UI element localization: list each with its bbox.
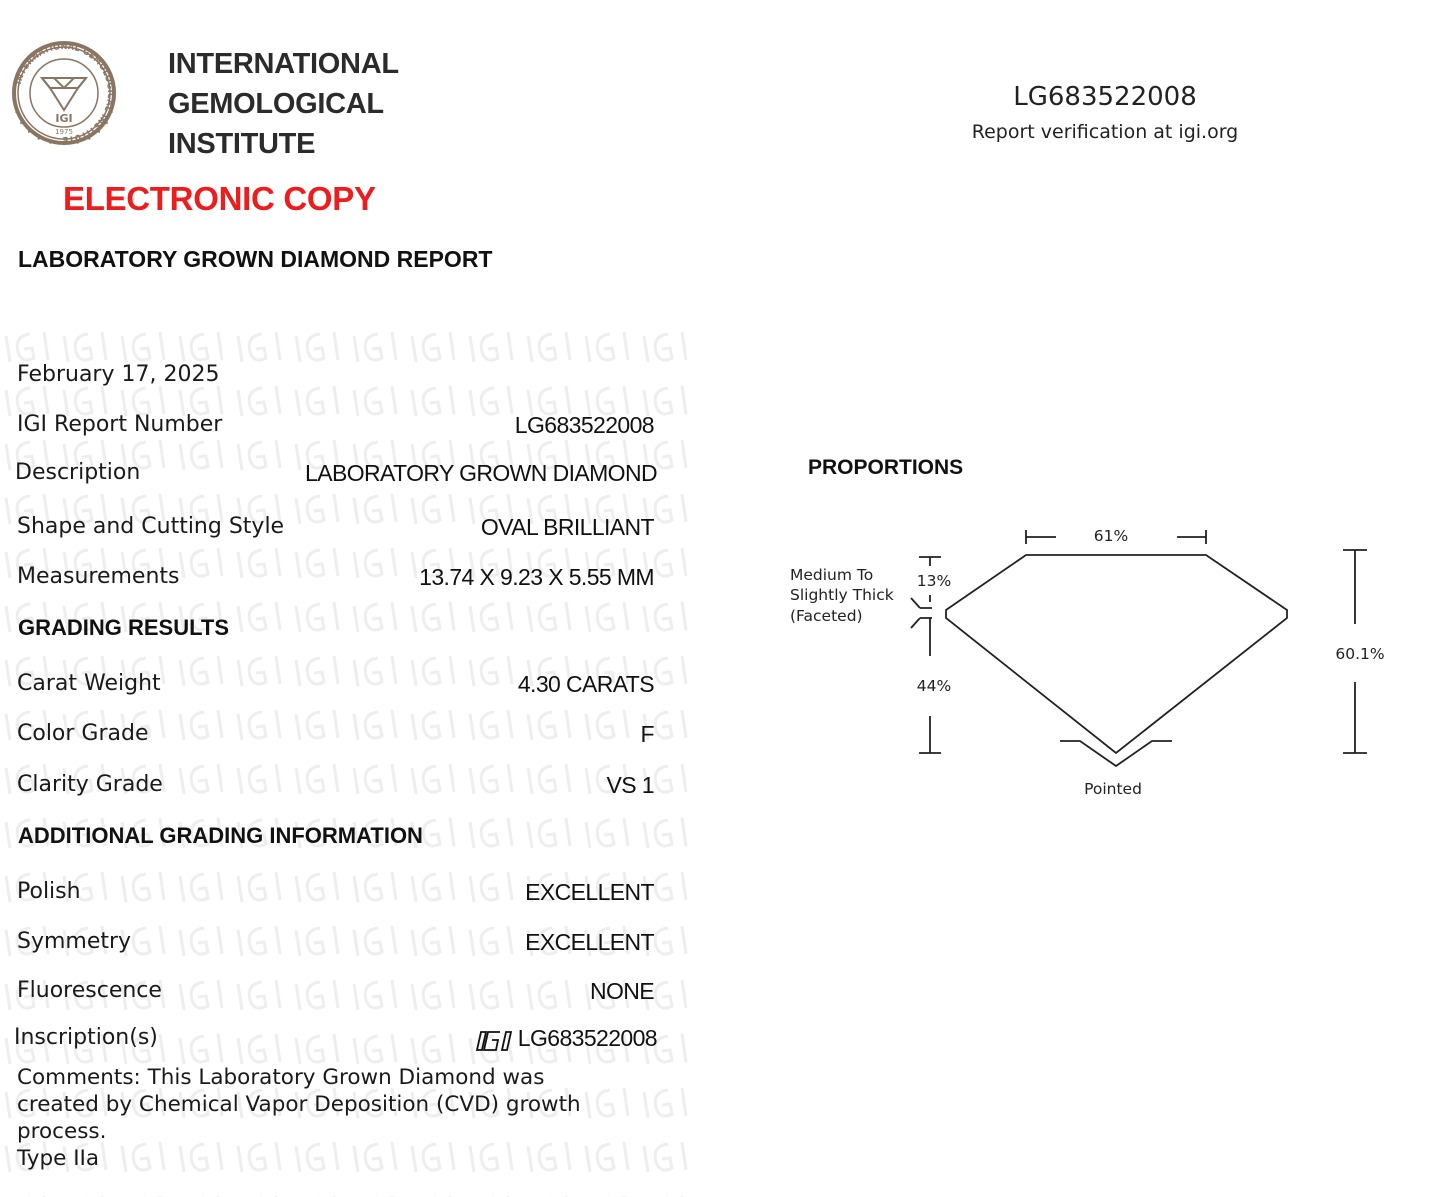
field-row-shape: [0, 514, 660, 544]
field-label: Symmetry: [17, 929, 132, 954]
field-row-color: [0, 721, 660, 751]
org-line-3: INSTITUTE: [168, 128, 316, 160]
diamond-profile-outline: [946, 555, 1287, 753]
grading-results-heading: GRADING RESULTS: [18, 615, 230, 640]
field-label: IGI Report Number: [17, 412, 223, 437]
org-line-1: INTERNATIONAL: [168, 48, 399, 80]
field-label: Color Grade: [17, 721, 149, 746]
field-label: Description: [15, 460, 141, 485]
field-value: VS 1: [606, 772, 654, 798]
field-value: EXCELLENT: [525, 929, 654, 955]
field-value: 4.30 CARATS: [517, 671, 654, 697]
field-row-inscription: [0, 1025, 660, 1055]
comment-line: created by Chemical Vapor Deposition (CVD) growth: [17, 1092, 581, 1117]
girdle-indicator: [911, 598, 932, 628]
electronic-copy-label: ELECTRONIC COPY: [63, 180, 376, 217]
proportions-heading: PROPORTIONS: [808, 456, 964, 479]
field-label: Shape and Cutting Style: [17, 514, 285, 539]
additional-info-heading: ADDITIONAL GRADING INFORMATION: [18, 823, 423, 848]
field-row-polish: [0, 879, 660, 909]
field-row-fluorescence: [0, 978, 660, 1008]
pavilion-depth-label: 44%: [916, 677, 952, 695]
svg-text:IGI: IGI: [55, 112, 73, 125]
proportions-diagram: [780, 520, 1400, 810]
field-label: Polish: [17, 879, 81, 904]
field-value: OVAL BRILLIANT: [480, 514, 654, 540]
field-row-clarity: [0, 772, 660, 802]
field-value: LG683522008: [514, 412, 654, 438]
svg-text:1975: 1975: [55, 128, 73, 136]
field-label: Clarity Grade: [17, 772, 163, 797]
field-label: Carat Weight: [17, 671, 161, 696]
igi-seal-logo: [0, 28, 128, 158]
inscription-value: LG683522008: [517, 1025, 657, 1051]
org-line-2: GEMOLOGICAL: [168, 88, 384, 120]
field-label: Inscription(s): [14, 1025, 158, 1050]
org-name: [168, 44, 399, 164]
header-report-number: LG683522008: [1013, 82, 1197, 112]
field-row-symmetry: [0, 929, 660, 959]
field-row-report-number: [0, 412, 660, 442]
field-row-description: [0, 460, 660, 490]
girdle-label-line: Medium To: [790, 566, 874, 584]
report-date: February 17, 2025: [17, 362, 220, 387]
igi-inscription-logo-icon: [474, 1028, 514, 1052]
field-value: [474, 1025, 657, 1052]
field-label: Measurements: [17, 564, 180, 589]
comment-line: process.: [17, 1119, 107, 1144]
crown-height-label: 13%: [916, 572, 952, 590]
field-value: NONE: [589, 978, 654, 1004]
field-row-carat: [0, 671, 660, 701]
comment-line: Type IIa: [17, 1146, 100, 1171]
table-percent-label: 61%: [1093, 527, 1129, 545]
field-value: LABORATORY GROWN DIAMOND: [305, 460, 657, 486]
field-row-measurements: [0, 564, 660, 594]
report-title: LABORATORY GROWN DIAMOND REPORT: [18, 246, 493, 272]
field-value: 13.74 X 9.23 X 5.55 MM: [419, 564, 654, 590]
comment-line: Comments: This Laboratory Grown Diamond was: [17, 1065, 545, 1090]
svg-text:INTERNATIONAL GEMOLOGICAL INST: INTERNATIONAL GEMOLOGICAL INSTITUTE: [13, 41, 116, 145]
girdle-label-line: (Faceted): [790, 607, 863, 625]
field-value: EXCELLENT: [525, 879, 654, 905]
verification-link[interactable]: Report verification at igi.org: [971, 121, 1239, 143]
total-depth-label: 60.1%: [1335, 645, 1385, 663]
field-label: Fluorescence: [17, 978, 162, 1003]
field-value: F: [640, 721, 654, 747]
girdle-label-line: Slightly Thick: [790, 586, 894, 604]
culet-label: Pointed: [1084, 780, 1142, 798]
comments-block: [17, 1064, 657, 1172]
